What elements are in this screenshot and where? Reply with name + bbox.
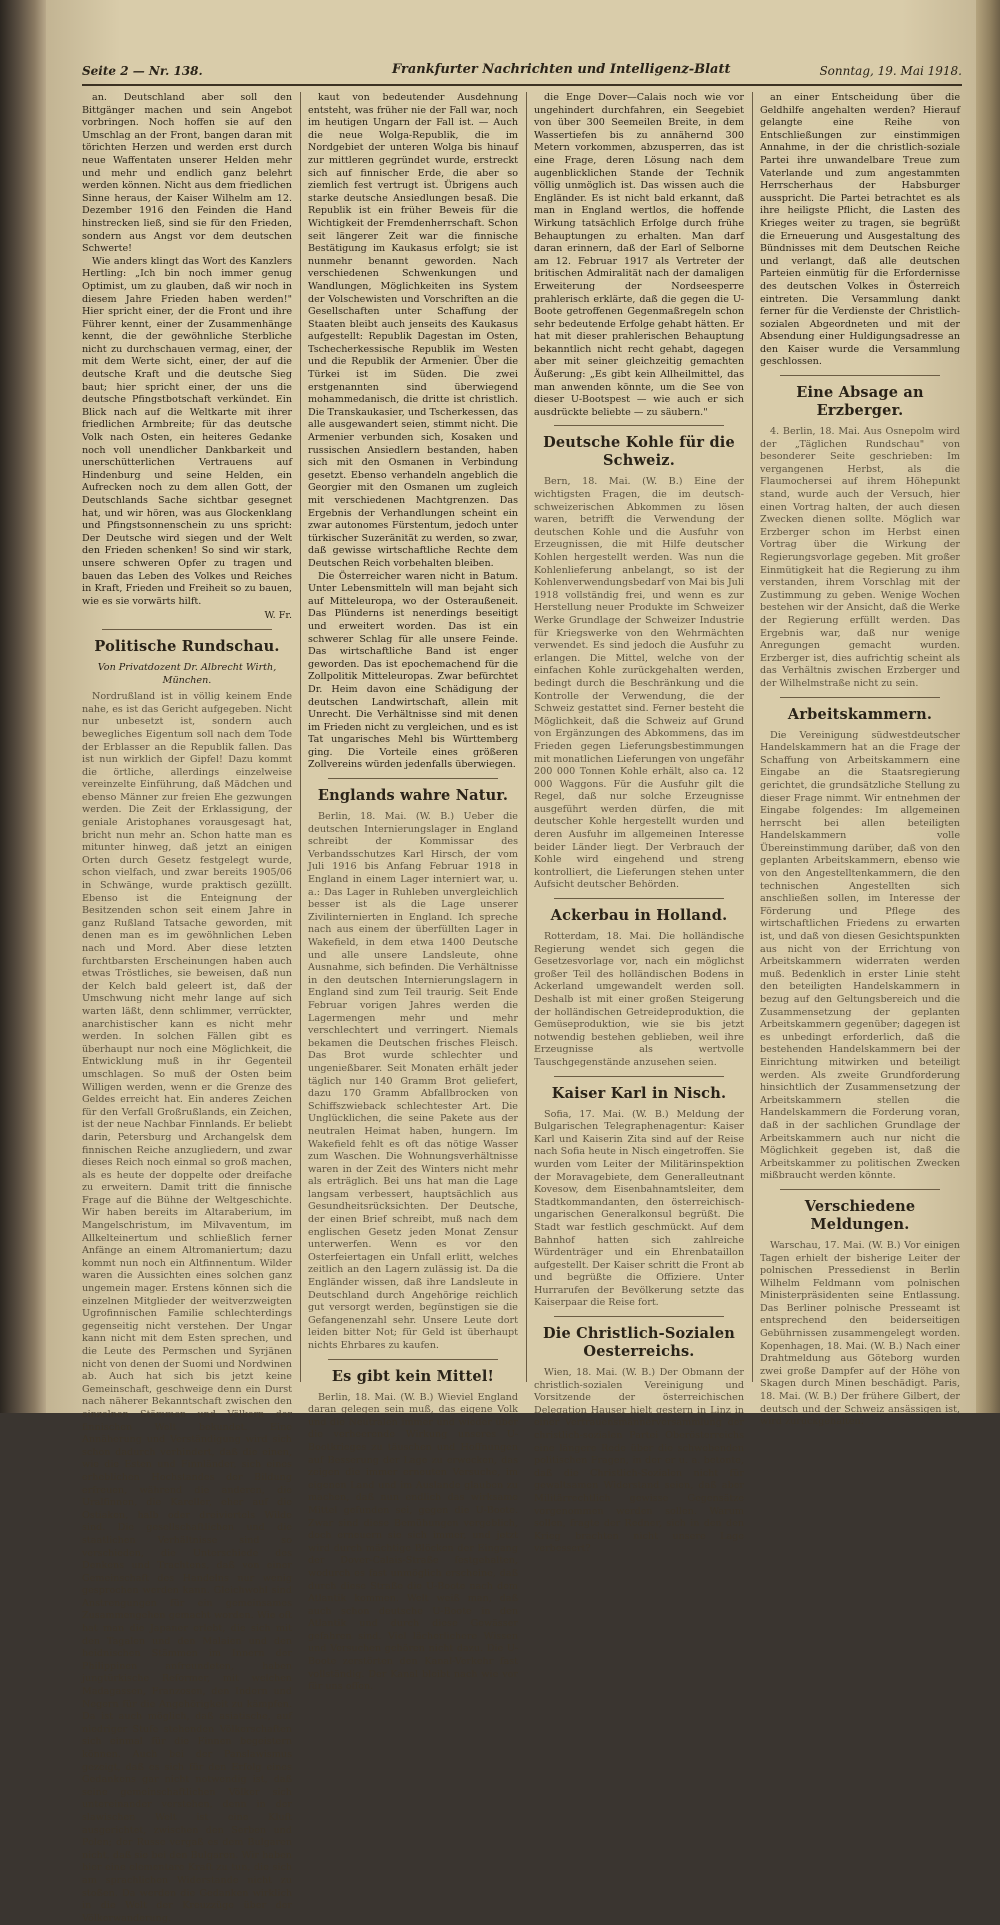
section-divider xyxy=(554,898,724,899)
column-divider xyxy=(752,92,753,1382)
section-divider xyxy=(780,375,940,376)
article-kaiser-karl: Sofia, 17. Mai. (W. B.) Meldung der Bulgarischen Telegraphenagentur: Kaiser Karl und Kaiserin Zita sind auf der Reise nach Sofia heute in Nisch eingetroffen. Sie wurden vom Leiter der Militärinspektion der Moravagebiete, dem Generalleutnant Kovesow, dem Eisenbahnamtsleiter, dem Stadtkommandanten, den österreichisch-ungarischen Generalkonsul begrüßt. Die Stadt war festlich geschmückt. Auf dem Bahnhof hatten sich zahlreiche Würdenträger und ein Ehrenbataillon aufgestellt. Der Kaiser schritt die Front ab und begrüßte die Offiziere. Unter Hurrarufen der Bevölkerung setzte das Kaiserpaar die Reise fort. xyxy=(534,1108,744,1309)
byline: Von Privatdozent Dr. Albrecht Wirth, München. xyxy=(97,661,277,686)
section-divider xyxy=(554,1316,724,1317)
section-divider xyxy=(780,1189,940,1190)
heading-verschiedene-meldungen: Verschiedene Meldungen. xyxy=(804,1197,916,1233)
heading-absage-erzberger: Eine Absage an Erzberger. xyxy=(796,384,924,420)
page-edge xyxy=(976,0,1000,1413)
heading-deutsche-kohle: Deutsche Kohle für die Schweiz. xyxy=(543,434,735,470)
signature: W. Fr. xyxy=(264,610,292,622)
column-2-intro: kaut von bedeutender Ausdehnung entsteht, was früher nie der Fall war, noch im heutigen Ungarn der Fall ist. — Auch die neue Wolga-Republik, die im Nordgebiet der unteren Wolga bis hinauf zur mittleren gegründet wurde, erstreckt sich auf finnischer Erde, die aber so ziemlich fest vertrugt ist. Übrigens auch starke deutsche Ansiedlungen besaß. Die Republik ist ein früher Beweis für die Wichtigkeit der Fremdenherrschaft. Schon seit längerer Zeit war die finnische Bestätigung im Kaukasus erfolgt; sie ist nunmehr benannt geworden. Nach verschiedenen Schwenkungen und Wandlungen, Möglichkeiten ins System der Volschewisten und Vorschriften an die Gesellschaften unter Schaffung der Staaten bleibt auch jenseits des Kaukasus aufgestellt: Republik Dagestan im Osten, Tschecherkessische Republik im Westen und die Republik der Armenier. Über die Türkei ist im Süden. Die zwei erstgenannten sind überwiegend mohammedanisch, die dritte ist christlich. Die Transkaukasier, und Tscherkessen, das alle ausgewandert seien, stimmt nicht. Die Armenier verbunden sich, Kosaken und russischen Ansiedlern bestanden, haben sich mit den Osmanen in Verbindung gesetzt. Ebenso verhandeln angeblich die Georgier mit den Osmanen um zugleich mit verschiedenen Machtgrenzen. Das Ergebnis der Verhandlungen scheint ein zwar autonomes Fürstentum, jedoch unter türkischer Suzeränität zu werden, so zwar, daß gewisse wirtschaftliche Rechte dem Deutschen Reich vorbehalten bleiben. xyxy=(308,92,518,569)
heading-politische-rundschau: Politische Rundschau. xyxy=(94,637,280,655)
heading-christlich-soziale: Die Christlich-Sozialen Oesterreichs. xyxy=(542,1325,735,1361)
article-christlich-soziale: Wien, 18. Mai. (W. B.) Der Obmann der christlich-sozialen Vereinigung und Vorsitzende der österreichischen Delegation Hauser hielt gestern in Linz in einer Vertrauensmännerversammlung der christlich-sozialen Partei Oberösterreichs eine längere Rede über die schwebenden politischen Fragen, in der er u. a. betonte, daß die Christlich-Sozialen nicht für gewaltsamen Widerstand seien, daß aber Militärrechtlich gewisse Gegensätze vorgenommen werden sollen. Warum sollen, fragte der Redner, sich in den den Krieg brachten nicht unsere Lage verbessert? xyxy=(534,1367,744,1555)
section-divider xyxy=(102,629,272,630)
page-number: Seite 2 — Nr. 138. xyxy=(82,64,203,78)
section-divider xyxy=(780,697,940,698)
column-1 xyxy=(82,92,292,1924)
issue-date: Sonntag, 19. Mai 1918. xyxy=(819,64,962,78)
column-divider xyxy=(526,92,527,1382)
heading-ackerbau-holland: Ackerbau in Holland. xyxy=(550,907,728,925)
column-3 xyxy=(534,92,744,1555)
page-header xyxy=(82,60,962,82)
column-2 xyxy=(308,92,518,1693)
section-divider xyxy=(328,778,498,779)
column-2-paragraph: Die Österreicher waren nicht in Batum. Unter Lebensmitteln will man bejaht sich auf Mitteleuropa, wo der Osteraußeneit. Das Plünderns ist nenerdings beseitigt und erweitert worden. Das ist ein schwerer Schlag für alle unsere Feinde. Das wirtschaftliche Band ist enger geworden. Das ist epochemachend für die Zollpolitik Mitteleuropas. Zwar befürchtet Dr. Heim davon eine Schädigung der deutschen Landwirtschaft, allein mit Unrecht. Die Verhältnisse sind mit denen im Frieden nicht zu vergleichen, und es ist Tat ungarisches Mehl bis Württemberg ging. Die Vorteile eines größeren Zollvereins würden jedenfalls überwiegen. xyxy=(308,570,518,771)
article-verschiedene-meldungen: Warschau, 17. Mai. (W. B.) Vor einigen Tagen erhielt der bisherige Leiter der polnischen Pressedienst in Berlin Wilhelm Feldmann vom polnischen Ministerpräsidenten seine Entlassung. Das Berliner polnische Presseamt ist entsprechend den beiderseitigen Gebührnissen zusammengelegt worden. Kopenhagen, 18. Mai. (W. B.) Nach einer Drahtmeldung aus Göteborg wurden zwei große Dampfer auf der Höhe von Skagen durch Minen beschädigt. Paris, 18. Mai. (W. B.) Der frühere Gilbert, der deutsch und der Schweiz ansässigen ist, wird zurückgehalten. xyxy=(760,1239,960,1428)
article-politische-rundschau: Nordrußland ist in völlig keinem Ende nahe, es ist das Gericht aufgegeben. Nicht nur unbesetzt ist, sondern auch bewegliches Eigentum soll nach dem Tode der Erblasser an die Republik fallen. Das ist nun wirklich der Gipfel! Dazu kommt die örtliche, allerdings einzelweise vereinzelte Einführung, daß Mädchen und ebenso Männer zur freien Ehe gezwungen werden. Die Zeit der Erklassigung, der geniale Aristophanes vorausgesagt hat, bricht nun mehr an. Schon hatte man es mitunter hinweg, daß jetzt an einigen Orten durch Gesetz festgelegt wurde, schon vielfach, und zwar bereits 1905/06 in Schwänge, wurde praktisch gezüllt. Ebenso ist die Enteignung der Besitzenden schon seit einem Jahre in ganz Rußland Tatsache geworden, mit denen man es im gewöhnlichen Leben nach und Mord. Aber diese letzten furchtbarsten Erscheinungen haben auch etwas Tröstliches, sie beweisen, daß nun der Kelch bald geleert ist, daß der Umschwung nicht mehr lange auf sich warten läßt, denn schlimmer, verrückter, anarchistischer kann es nicht mehr werden. In solchen Fällen gibt es überhaupt nur noch eine Möglichkeit, die Entwicklung muß in ihr Gegenteil umschlagen. So muß der Osten beim Willigen werden, wenn er die Grenze des Geldes erreicht hat. Ein anderes Zeichen für den Verfall Großrußlands, ein Zeichen, ist der neue Nachbar Finnlands. Er beliebt darin, Petersburg und Archangelsk dem finnischen Reiche anzugliedern, und zwar dieses Reich noch einmal so groß machen, als es heute der doppelte oder dreifache zu erweitern. Damit tritt die finnische Frage auf die Bühne der Weltgeschichte. Wir haben bereits im Altaraberium, im Mangelschristum, im Milvaventum, im Allkelteinertum und schließlich ferner Anfänge an einem Altromaniertum; dazu kommt nun noch ein Altfinnentum. Wilder waren die Aussichten eines solchen ganz ungemein mager. Erstens können sich die einzelnen Mitglieder der weitverzweigten Ugrofinnischen Familie schlechterdings gegenseitig nicht verstehen. Der Ungar kann nicht mit dem Esten sprechen, und die Leute des Permschen und Syrjänen nicht von denen der Suomi und Nordwinen ab. Auch hat sich bis jetzt keine Gemeinschaft, geschweige denn ein Durst nach näherer Bekanntschaft zwischen den einzelnen Stämmen und Völkern der finnischen Welt bekundet. Eine Annäherung und Verständigung wird sich schon dadurch verhindert, daß die einen, wie die Esten und Finnländer, sich eines erheblichen Hochstandes der Bildung erfreuen, während die anderen, die Uralfinnen, die Kareller, eher auf die Ostiaken, halb oder dreiviertels Wilde sind. Die gesellschaftlichen und die staatlichen Verhältnisse sind so verschieden, die Unterschiede des Denkens und Trachtens, daß von einer Gemeinschaft des Handelns nur wenig gesprochen werden kann. Gleichwohl sind Anstrengungen für ein gemeinsames Zusammengehen gemacht worden. Wie oft hat man die Japaner erlebt, die sich mit den Tagalen und den Malaien und den heidnischen Stämmen im Innern der Philippinen anfreundeten, haben jungtürkische Reformer, mit welchen Madagassen, Franzosen, den Indern und Negern für die Angehörigkeit zu kämpfen. Da ist auch möglich, daß asiatische, auf niedriger Stufe stehenden Völkerschaften sich einmal für die Finnen begeistern können. Auch bei der Panslawismus gezeigt, daß es sich für den Erfolg eines Gedankens gar nicht notwendig ist, daß seine gemeinschaftlichen Völker sich untereinander verstehen, denn in der slawischen Welt ist eine Kluft ausgerichtet, zwischen den Serben und Polen; der Russe vergaß es dem Bulgaren nicht, daß sie bei den Bulgaren. Wir haben hier eine elementare Kraft zu tun, die sich am sprachlichen Widerstande nicht zu stoßen. Da werden die Gedanken wirklich in die Welt der Kreuzzüge über der Völkerwanderung. xyxy=(82,691,292,1924)
book-binding xyxy=(0,0,46,1413)
section-divider xyxy=(328,1359,498,1360)
heading-es-gibt-kein-mittel: Es gibt kein Mittel! xyxy=(331,1367,495,1385)
section-divider xyxy=(554,1076,724,1077)
article-deutsche-kohle: Bern, 18. Mai. (W. B.) Eine der wichtigsten Fragen, die im deutsch-schweizerischen Abkommen zu lösen waren, betrifft die Verwendung der deutschen Kohle und die Ausfuhr von Erzeugnissen, die mit Hilfe deutscher Kohlen hergestellt werden. Was nun die Kohlenlieferung anbelangt, so ist der Kohlenverwendungsbedarf von Mai bis Juli 1918 vollständig frei, und wenn es zur Herstellung neuer Produkte im Schweizer Werke Grundlage der Schweizer Industrie für Kriegswerke von den Wehrmächten verwendet. Es sind jedoch die Ausfuhr zu erlangen. Die Mittel, welche von der einfachen Kohle zurückgehalten werden, bedingt durch die Beschränkung und die Kontrolle der Verwendung, die der Schweiz gestattet sind. Ferner besteht die Möglichkeit, daß die Schweiz auf Grund von Ergänzungen des Abkommens, das im Frieden gegen Lieferungsbestimmungen mit monatlichen Lieferungen von ungefähr 200 000 Tonnen Kohle erhält, also ca. 12 000 Waggons. Für die Ausfuhr gilt die Regel, daß nur solche Erzeugnisse ausgeführt werden dürfen, die mit deutscher Kohle hergestellt wurden und deren Ausfuhr im allgemeinen Interesse beider Länder liegt. Der Verbrauch der Kohle wird eingehend und streng kontrolliert, die Lieferungen stehen unter Aufsicht deutscher Behörden. xyxy=(534,476,744,891)
column-1-body: Wie anders klingt das Wort des Kanzlers Hertling: „Ich bin noch immer genug Optimist, um zu glauben, daß wir noch in diesem Jahre Frieden haben werden!" Hier spricht einer, der die Front und ihre Führer kennt, einer der Zusammenhänge kennt, die der gewöhnliche Sterbliche nicht zu durchschauen vermag, einer, der mit dem Werte sicht, einer, der auf die deutsche Kraft und die deutsche Sieg baut; hier spricht einer, der uns die deutsche Pfingstbotschaft verkündet. Ein Blick nach auf die Weltkarte mit ihrer friedlichen Armbreite; für das deutsche Volk nach Osten, ein heiteres Gedanke noch voll unendlicher Dankbarkeit und unerschütterlichen Vertrauens auf Hindenburg und seine Helden, ein Aufrecken noch zu dem allen Gott, der Deutschlands Sache sichtbar gesegnet hat, und wir hören, was aus Glockenklang und Pfingstsonnenschein zu uns spricht: Der Deutsche wird siegen und der Welt den Frieden schenken! So sind wir stark, unsere schweren Opfer zu tragen und bauen das Leben des Volkes und Reiches in Kraft, Frieden und Freiheit so zu bauen, wie es sie vorwärts hilft. xyxy=(82,255,292,607)
heading-arbeitskammern: Arbeitskammern. xyxy=(787,705,933,723)
article-englands-wahre-natur: Berlin, 18. Mai. (W. B.) Ueber die deutschen Internierungslager in England schreibt der Kommissar des Verbandsschutzes Karl Hirsch, der vom Juli 1916 bis Anfang Februar 1918 in England in einem Lager interniert war, u. a.: Das Lager in Ruhleben unvergleichlich besser ist als die Lage unserer Zivilinternierten in England. Ich spreche nach aus einem der überfüllten Lager in Wakefield, in dem etwa 1400 Deutsche und alle unsere Landsleute, ohne Ausnahme, sich befinden. Die Verhältnisse in den deutschen Internierungslagern in England sind zum Teil traurig. Seit Ende Februar vorigen Jahres werden die Lagermengen mehr und mehr verschlechtert und verringert. Niemals bekamen die Deutschen frisches Fleisch. Das Brot wurde schlechter und ungenießbarer. Seit Monaten erhält jeder täglich nur 140 Gramm Brot geliefert, dazu 170 Gramm Abfallbrocken von Schiffszwieback schlechtester Art. Die Unglücklichen, die seine Pakete aus der neutralen Heimat haben, hungern. Im Wakefield fehlt es oft das nötige Wasser zum Waschen. Die Wohnungsverhältnisse waren in der Zeit des Winters nicht mehr als erträglich. Bei uns hat man die Lage langsam verbessert, hauptsächlich aus Gesundheitsrücksichten. Der Deutsche, der einen Brief schreibt, muß nach dem englischen Gesetz jeden Monat Zensur unterwerfen. Wenn es vor den Osterfeiertagen ein Unfall erlitt, welches zeitlich an den Lagern zulässig ist. Da die Engländer wissen, daß ihre Landsleute in Deutschland durch Angehörige reichlich gut versorgt werden, begünstigen sie die Gefangenenzahl sehr. Unsere Leute dort leiden bitter Not; für Geld ist überhaupt nichts Ehrbares zu kaufen. xyxy=(308,811,518,1351)
newspaper-page xyxy=(46,0,976,1924)
article-ackerbau-holland: Rotterdam, 18. Mai. Die holländische Regierung wendet sich gegen die Gesetzesvorlage vor, nach ein möglichst großer Teil des holländischen Bodens in Ackerland umgewandelt werden soll. Deshalb ist mit einer großen Steigerung der holländischen Getreideproduktion, die Gemüseproduktion, wie sie bis jetzt notwendig bestehen geblieben, weil ihre Erzeugnisse als wertvolle Tauschgegenstände anzusehen seien. xyxy=(534,931,744,1068)
heading-kaiser-karl: Kaiser Karl in Nisch. xyxy=(551,1084,727,1102)
column-3-intro: die Enge Dover—Calais noch wie vor ungehindert durchfahren, ein Seegebiet von über 300 Seemeilen Breite, in dem Wassertiefen bis zu annähernd 300 Metern vorkommen, abzusperren, das ist eine Frage, deren Lösung nach dem augenblicklichen Stande der Technik völlig unmöglich ist. Das wissen auch die Engländer. Es ist nicht bald erkannt, daß man in England wertlos, die hoffende Wirkung tatsächlich Erfolge durch frühe Behauptungen zu erhalten. Man darf daran erinnern, daß der Earl of Selborne am 12. Februar 1917 als Vertreter der britischen Admiralität nach der damaligen Erweiterung der Nordseesperre prahlerisch erklärte, daß die gegen die U-Boote getroffenen Gegenmaßregeln schon sehr bedeutende Erfolge gehabt hätten. Er hat mit dieser prahlerischen Behauptung bekanntlich nicht recht gehabt, dagegen aber mit seiner gleichzeitig gemachten Äußerung: „Es gibt kein Allheilmittel, das man anwenden könnte, um die See von dieser U-Bootspest — wie auch er sich ausdrückte beliebte — zu säubern." xyxy=(534,92,744,418)
article-arbeitskammern: Die Vereinigung südwestdeutscher Handelskammern hat an die Frage der Schaffung von Arbeitskammern eine Eingabe an die Staatsregierung gerichtet, die grundsätzliche Stellung zu dieser Frage nimmt. Wir entnehmen der Eingabe folgendes: Im allgemeinen herrscht bei allen beteiligten Handelskammern volle Übereinstimmung darüber, daß von den geplanten Arbeitskammern, ebenso wie von den Angestelltenkammern, die den technischen Angestellten sich anschließen sollen, im Interesse der Förderung und Pflege des wirtschaftlichen Friedens zu erwarten ist, und daß von diesen Gesichtspunkten aus nicht von der Errichtung von Arbeitskammern widerraten werden muß. Bedenklich in erster Linie steht den beteiligten Handelskammern in bezug auf den Geltungsbereich und die Zusammensetzung der geplanten Arbeitskammern gegenüber; dagegen ist es unbedingt erforderlich, daß die bestehenden Handelskammern bei der Einrichtung mitwirken und beteiligt werden. Als zweite Grundforderung hinsichtlich der Zusammensetzung der Arbeitskammern stellen die Handelskammern die Forderung voran, daß in der sachlichen Grundlage der Arbeitskammern auch nur nicht die Möglichkeit gegeben ist, daß die Arbeitskammer zu politischen Zwecken mißbraucht werden könnte. xyxy=(760,729,960,1182)
article-absage-erzberger: 4. Berlin, 18. Mai. Aus Osnepolm wird der „Täglichen Rundschau" von besonderer Seite geschrieben: Im vergangenen Herbst, als die Flaumochersei auf ihrem Höhepunkt stand, wurde auch der Versuch, hier einen Vortrag halten, der auch diesen Zwecken dienen sollte. Möglich war Erzberger schon im Herbst einen Vortrag über die Wirkung der Regierungsvorlage gegeben. Mit großer Einmütigkeit hat die Regierung zu ihm verstanden, ihrem Vorschlag mit der Zustimmung zu geben. Wenige Wochen bestehen wir der Ansicht, daß die Werke der Regierung erfüllt werden. Das Ergebnis war, daß nur wenige Anregungen gemacht wurden. Erzberger ist, dies aufrichtig scheint als das Verhältnis zwischen Erzberger und der Wilhelmstraße nicht zu sein. xyxy=(760,426,960,689)
section-divider xyxy=(554,425,724,426)
column-divider xyxy=(300,92,301,1382)
column-4-intro: an einer Entscheidung über die Geldhilfe angehalten werden? Hierauf gelangte eine Reihe von Entschließungen zur einstimmigen Annahme, in der die christlich-soziale Partei ihre unwandelbare Treue zum Vaterlande und zum angestammten Herrscherhaus der Habsburger ausspricht. Die Partei betrachtet es als ihre heiligste Pflicht, die Lasten des Krieges weiter zu tragen, sie begrüßt die Erneuerung und Ausgestaltung des Bündnisses mit dem Deutschen Reiche und verlangt, daß alle deutschen Parteien einmütig für die Erfordernisse des deutschen Volkes in Österreich eintreten. Die Versammlung dankt ferner für die Verdienste der Christlich-sozialen Abgeordneten und mit der Absendung einer Huldigungsadresse an den Kaiser wurde die Versammlung geschlossen. xyxy=(760,92,960,368)
header-rule xyxy=(82,84,962,86)
heading-englands-wahre-natur: Englands wahre Natur. xyxy=(317,787,509,805)
masthead: Frankfurter Nachrichten und Intelligenz-Blatt xyxy=(392,62,731,77)
column-1-intro: an. Deutschland aber soll den Bittgänger machen und sein Angebot vorbringen. Noch hoffen sie auf den Umschlag an der Front, bangen daran mit törichten Herzen und werden erst durch neue Waffentaten unserer Helden mehr und mehr und endlich ganz belehrt werden können. Nicht aus dem friedlichen Sinne heraus, der Kaiser Wilhelm am 12. Dezember 1916 den Feinden die Hand hinstrecken ließ, sind sie für den Frieden, sondern aus Angst vor dem deutschen Schwerte! xyxy=(82,92,292,255)
article-es-gibt-kein-mittel: Berlin, 18. Mai. (W. B.) Wieviel England daran gelegen sein muß, das eigene Volk und die Neutralen immer und wieder über die verheerende Wirkung unseres U-Bootkrieges zu täuschen und Hoffnungen auf Besserung der Lage zu erwecken, das zeigen die immer erneuten Versuche, im eigenen Land und im Auslande glauben zu machen, daß nun endlich das wirksame Mittel gefunden sei, gegen die U-Boote. Zwar sind diese Bemühungen vergeblich, doch erneuern sie sich immer, und jetzt wird durch mächtige Blöcken der Eingang der Dover-Calais-Straße festgehalten, wodurch es fast unmöglich erscheine, daß durch diese Straße die U-Boote nach dem Atlantik kommen. Welt weiß man, daß auch schon deutsche U-Boote in den Atlantik und durch diese Gewässer gefahren sind. Viel lächerlichere Wissen und Versuchen gehören nicht dazu. Die U-Boote zerstörten den Kanal-Verkehr fast vollständig. Der Kanal bleibt nach wie vor für uns offen. xyxy=(308,1391,518,1693)
column-4 xyxy=(760,92,960,1428)
